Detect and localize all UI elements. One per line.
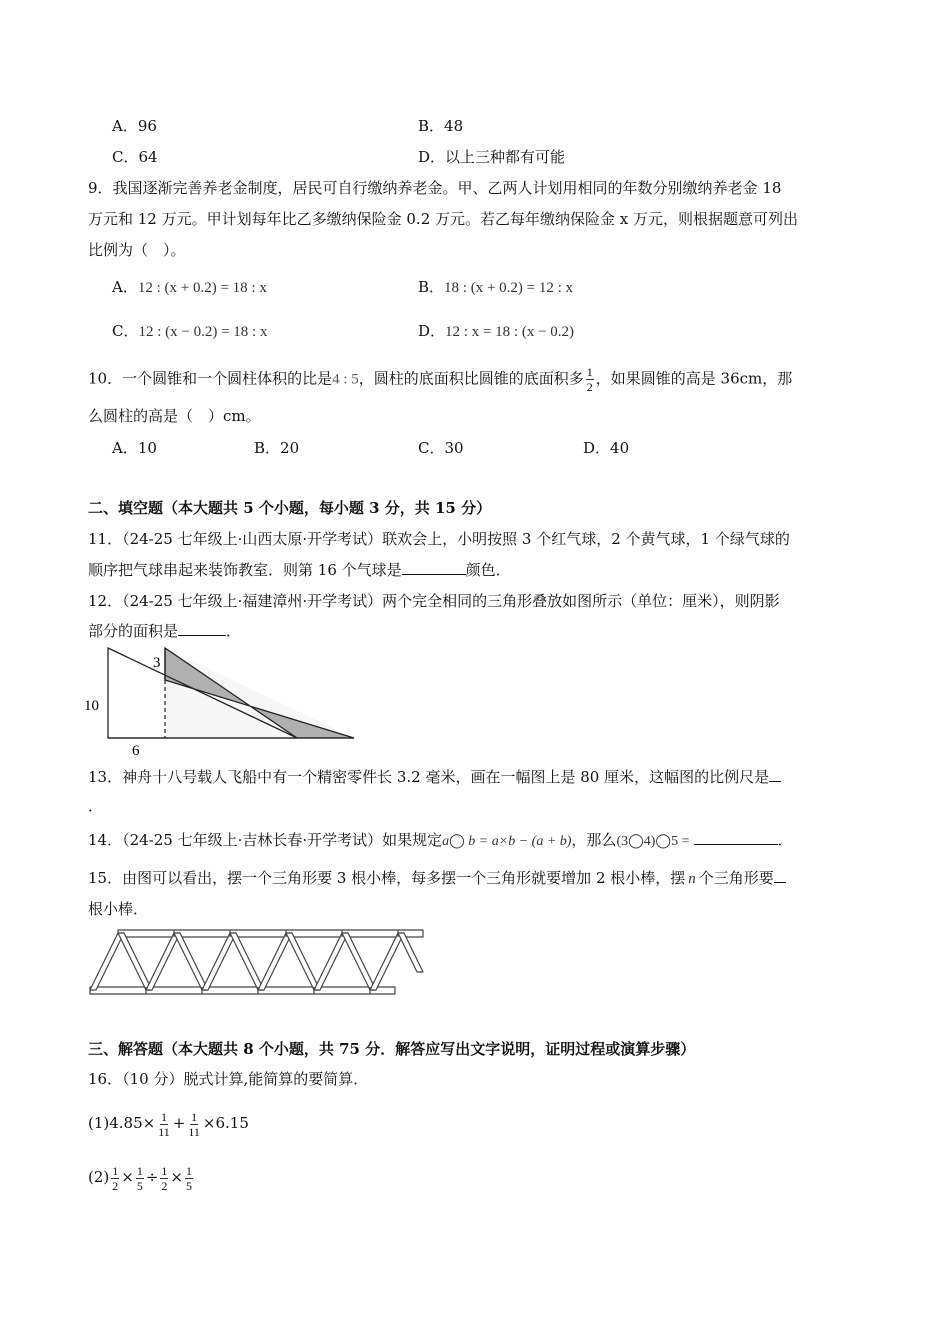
q16-p2-frac-2 xyxy=(136,1165,144,1192)
q14-pre: 14．（24-25 七年级上·吉林长春·开学考试）如果规定 xyxy=(88,831,443,849)
q16-p2-den-2: 5 xyxy=(136,1178,143,1193)
q10-option-d: D．40 xyxy=(583,439,630,457)
q16-p2-op-1: × xyxy=(121,1168,134,1186)
q15-matchstick-figure xyxy=(86,926,426,998)
q9-option-a-expr: 12 : (x + 0.2) = 18 : x xyxy=(137,280,267,296)
q13-line-1-text: 13．神舟十八号载人飞船中有一个精密零件长 3.2 毫米，画在一幅图上是 80 厘米，这幅图的比例尺是 xyxy=(88,768,770,786)
q9-option-b-label: B． xyxy=(418,278,445,296)
q15-stick xyxy=(146,933,180,990)
q16-p1-frac-1 xyxy=(157,1111,171,1138)
q15-stick xyxy=(342,933,376,990)
q15-answer-blank[interactable] xyxy=(774,868,786,883)
q9-option-b-expr: 18 : (x + 0.2) = 12 : x xyxy=(444,280,574,296)
q12-label-3: 3 xyxy=(153,655,161,671)
q16-p2-den-4: 5 xyxy=(185,1178,192,1193)
q10-fraction xyxy=(586,366,594,393)
q16-p2-num-4: 1 xyxy=(185,1163,192,1178)
q16-p2-frac-1 xyxy=(111,1165,119,1192)
q12-label-6: 6 xyxy=(132,743,140,759)
q15-stick xyxy=(90,933,124,990)
q11-answer-blank[interactable] xyxy=(402,560,466,575)
q16-p2-op-3: × xyxy=(170,1168,183,1186)
q9-option-a xyxy=(112,276,267,299)
q16-part-2 xyxy=(88,1160,195,1194)
q9-line-2: 万元和 12 万元。甲计划每年比乙多缴纳保险金 0.2 万元。若乙每年缴纳保险金 x 万元，则根据题意可列出 xyxy=(88,210,799,228)
q10-post: ，如果圆锥的高是 36cm，那 xyxy=(595,369,793,388)
q10-frac-num: 1 xyxy=(586,365,593,379)
q10-option-c: C．30 xyxy=(418,439,464,457)
q16-p1-den-2: 11 xyxy=(188,1124,200,1139)
q9-option-c-label: C． xyxy=(112,322,139,340)
q12-label-10: 10 xyxy=(84,698,99,714)
q15-line-1-pre: 15．由图可以看出，摆一个三角形要 3 根小棒，每多摆一个三角形就要增加 2 根小棒，摆 xyxy=(88,869,686,887)
q15-bottom-stick xyxy=(90,987,395,994)
q9-option-d-label: D． xyxy=(418,322,446,340)
q16-p1-den-1: 11 xyxy=(158,1124,170,1139)
q16-p2-label: (2) xyxy=(88,1168,110,1186)
q10-mid: ，圆柱的底面积比圆锥的底面积多 xyxy=(358,369,584,388)
q9-option-d-expr: 12 : x = 18 : (x − 0.2) xyxy=(445,324,575,340)
section-2-title: 二、填空题（本大题共 5 个小题，每小题 3 分，共 15 分） xyxy=(88,499,492,517)
q14-line xyxy=(88,829,793,853)
q10-line-1 xyxy=(88,366,792,393)
q13-line-1 xyxy=(88,766,781,788)
q15-line-1 xyxy=(88,867,786,890)
q15-var-n: n xyxy=(688,871,696,887)
q16-p1-plus: + xyxy=(172,1114,186,1132)
q14-answer-blank[interactable] xyxy=(694,830,778,845)
q16-p2-num-2: 1 xyxy=(136,1163,143,1178)
q9-option-a-label: A． xyxy=(112,278,138,296)
q15-stick xyxy=(230,933,264,990)
q11-line-2-post: 颜色． xyxy=(465,561,511,579)
q16-title: 16．（10 分）脱式计算,能简算的要简算． xyxy=(88,1070,369,1088)
q10-ratio: 4 : 5 xyxy=(332,371,359,388)
q11-line-1: 11．（24-25 七年级上·山西太原·开学考试）联欢会上，小明按照 3 个红气球，2 个黄气球，1 个绿气球的 xyxy=(88,530,790,548)
q9-option-b xyxy=(418,276,573,299)
q14-expr: (3◯4)◯5 = xyxy=(616,834,690,849)
q12-triangle-figure xyxy=(80,642,370,760)
q15-line-2: 根小棒． xyxy=(88,900,149,918)
q12-triangle-back xyxy=(165,648,354,738)
q16-p2-frac-3 xyxy=(160,1165,168,1192)
q8-option-b: B．48 xyxy=(418,117,464,135)
q9-option-d xyxy=(418,320,574,343)
q16-part-1 xyxy=(88,1106,249,1140)
q12-line-2-pre: 部分的面积是 xyxy=(88,622,179,640)
q15-stick xyxy=(314,933,348,990)
q8-option-d: D．以上三种都有可能 xyxy=(418,148,566,166)
q9-line-1: 9．我国逐渐完善养老金制度，居民可自行缴纳养老金。甲、乙两人计划用相同的年数分别缴纳养老金 18 xyxy=(88,179,782,197)
q12-line-1: 12．（24-25 七年级上·福建漳州·开学考试）两个完全相同的三角形叠放如图所示（单位：厘米），则阴影 xyxy=(88,592,780,610)
q16-p1-frac-2 xyxy=(187,1111,201,1138)
q16-p2-num-1: 1 xyxy=(112,1163,119,1178)
q9-option-c xyxy=(112,320,267,343)
q16-p2-frac-4 xyxy=(185,1165,193,1192)
q16-p1-label: (1)4.85× xyxy=(88,1114,156,1132)
q14-mid: ，那么 xyxy=(571,831,617,849)
q16-p1-num-1: 1 xyxy=(161,1109,167,1124)
q10-option-b: B．20 xyxy=(254,439,300,457)
q16-p2-num-3: 1 xyxy=(161,1163,168,1178)
q10-line-2: 么圆柱的高是（ ）cm。 xyxy=(88,407,261,425)
q12-line-2 xyxy=(88,620,241,642)
q13-answer-blank[interactable] xyxy=(769,767,781,782)
q11-line-2-pre: 顺序把气球串起来装饰教室．则第 16 个气球是 xyxy=(88,561,402,579)
q9-option-c-expr: 12 : (x − 0.2) = 18 : x xyxy=(138,324,268,340)
q15-top-stick xyxy=(118,930,423,937)
q15-stick xyxy=(174,933,208,990)
q15-stick xyxy=(258,933,292,990)
q12-line-2-post: ． xyxy=(226,622,242,640)
q10-frac-den: 2 xyxy=(586,380,593,394)
q10-option-a: A．10 xyxy=(112,439,157,457)
q16-p2-op-2: ÷ xyxy=(145,1168,159,1186)
q9-line-3: 比例为（ ）。 xyxy=(88,241,186,259)
q15-stick xyxy=(286,933,320,990)
q16-p2-den-1: 2 xyxy=(112,1178,119,1193)
q16-p1-num-2: 1 xyxy=(191,1109,198,1124)
q14-rule: a◯ b = a×b − (a + b) xyxy=(442,834,572,849)
q14-post: ． xyxy=(777,831,793,849)
section-3-title: 三、解答题（本大题共 8 个小题，共 75 分．解答应写出文字说明，证明过程或演算步骤） xyxy=(88,1040,696,1058)
q8-option-c: C．64 xyxy=(112,148,158,166)
q12-answer-blank[interactable] xyxy=(178,621,226,636)
q15-line-1-post: 个三角形要 xyxy=(698,869,774,887)
q15-stick xyxy=(370,933,404,990)
q10-pre: 10．一个圆锥和一个圆柱体积的比是 xyxy=(88,369,333,388)
q15-stick xyxy=(118,933,152,990)
q16-p1-tail: ×6.15 xyxy=(202,1114,249,1132)
q11-line-2 xyxy=(88,559,511,581)
q8-option-a: A．96 xyxy=(112,117,157,135)
q15-stick xyxy=(398,933,423,972)
q15-stick xyxy=(202,933,236,990)
q13-line-2: ． xyxy=(88,797,104,815)
q16-p2-den-3: 2 xyxy=(161,1178,168,1193)
